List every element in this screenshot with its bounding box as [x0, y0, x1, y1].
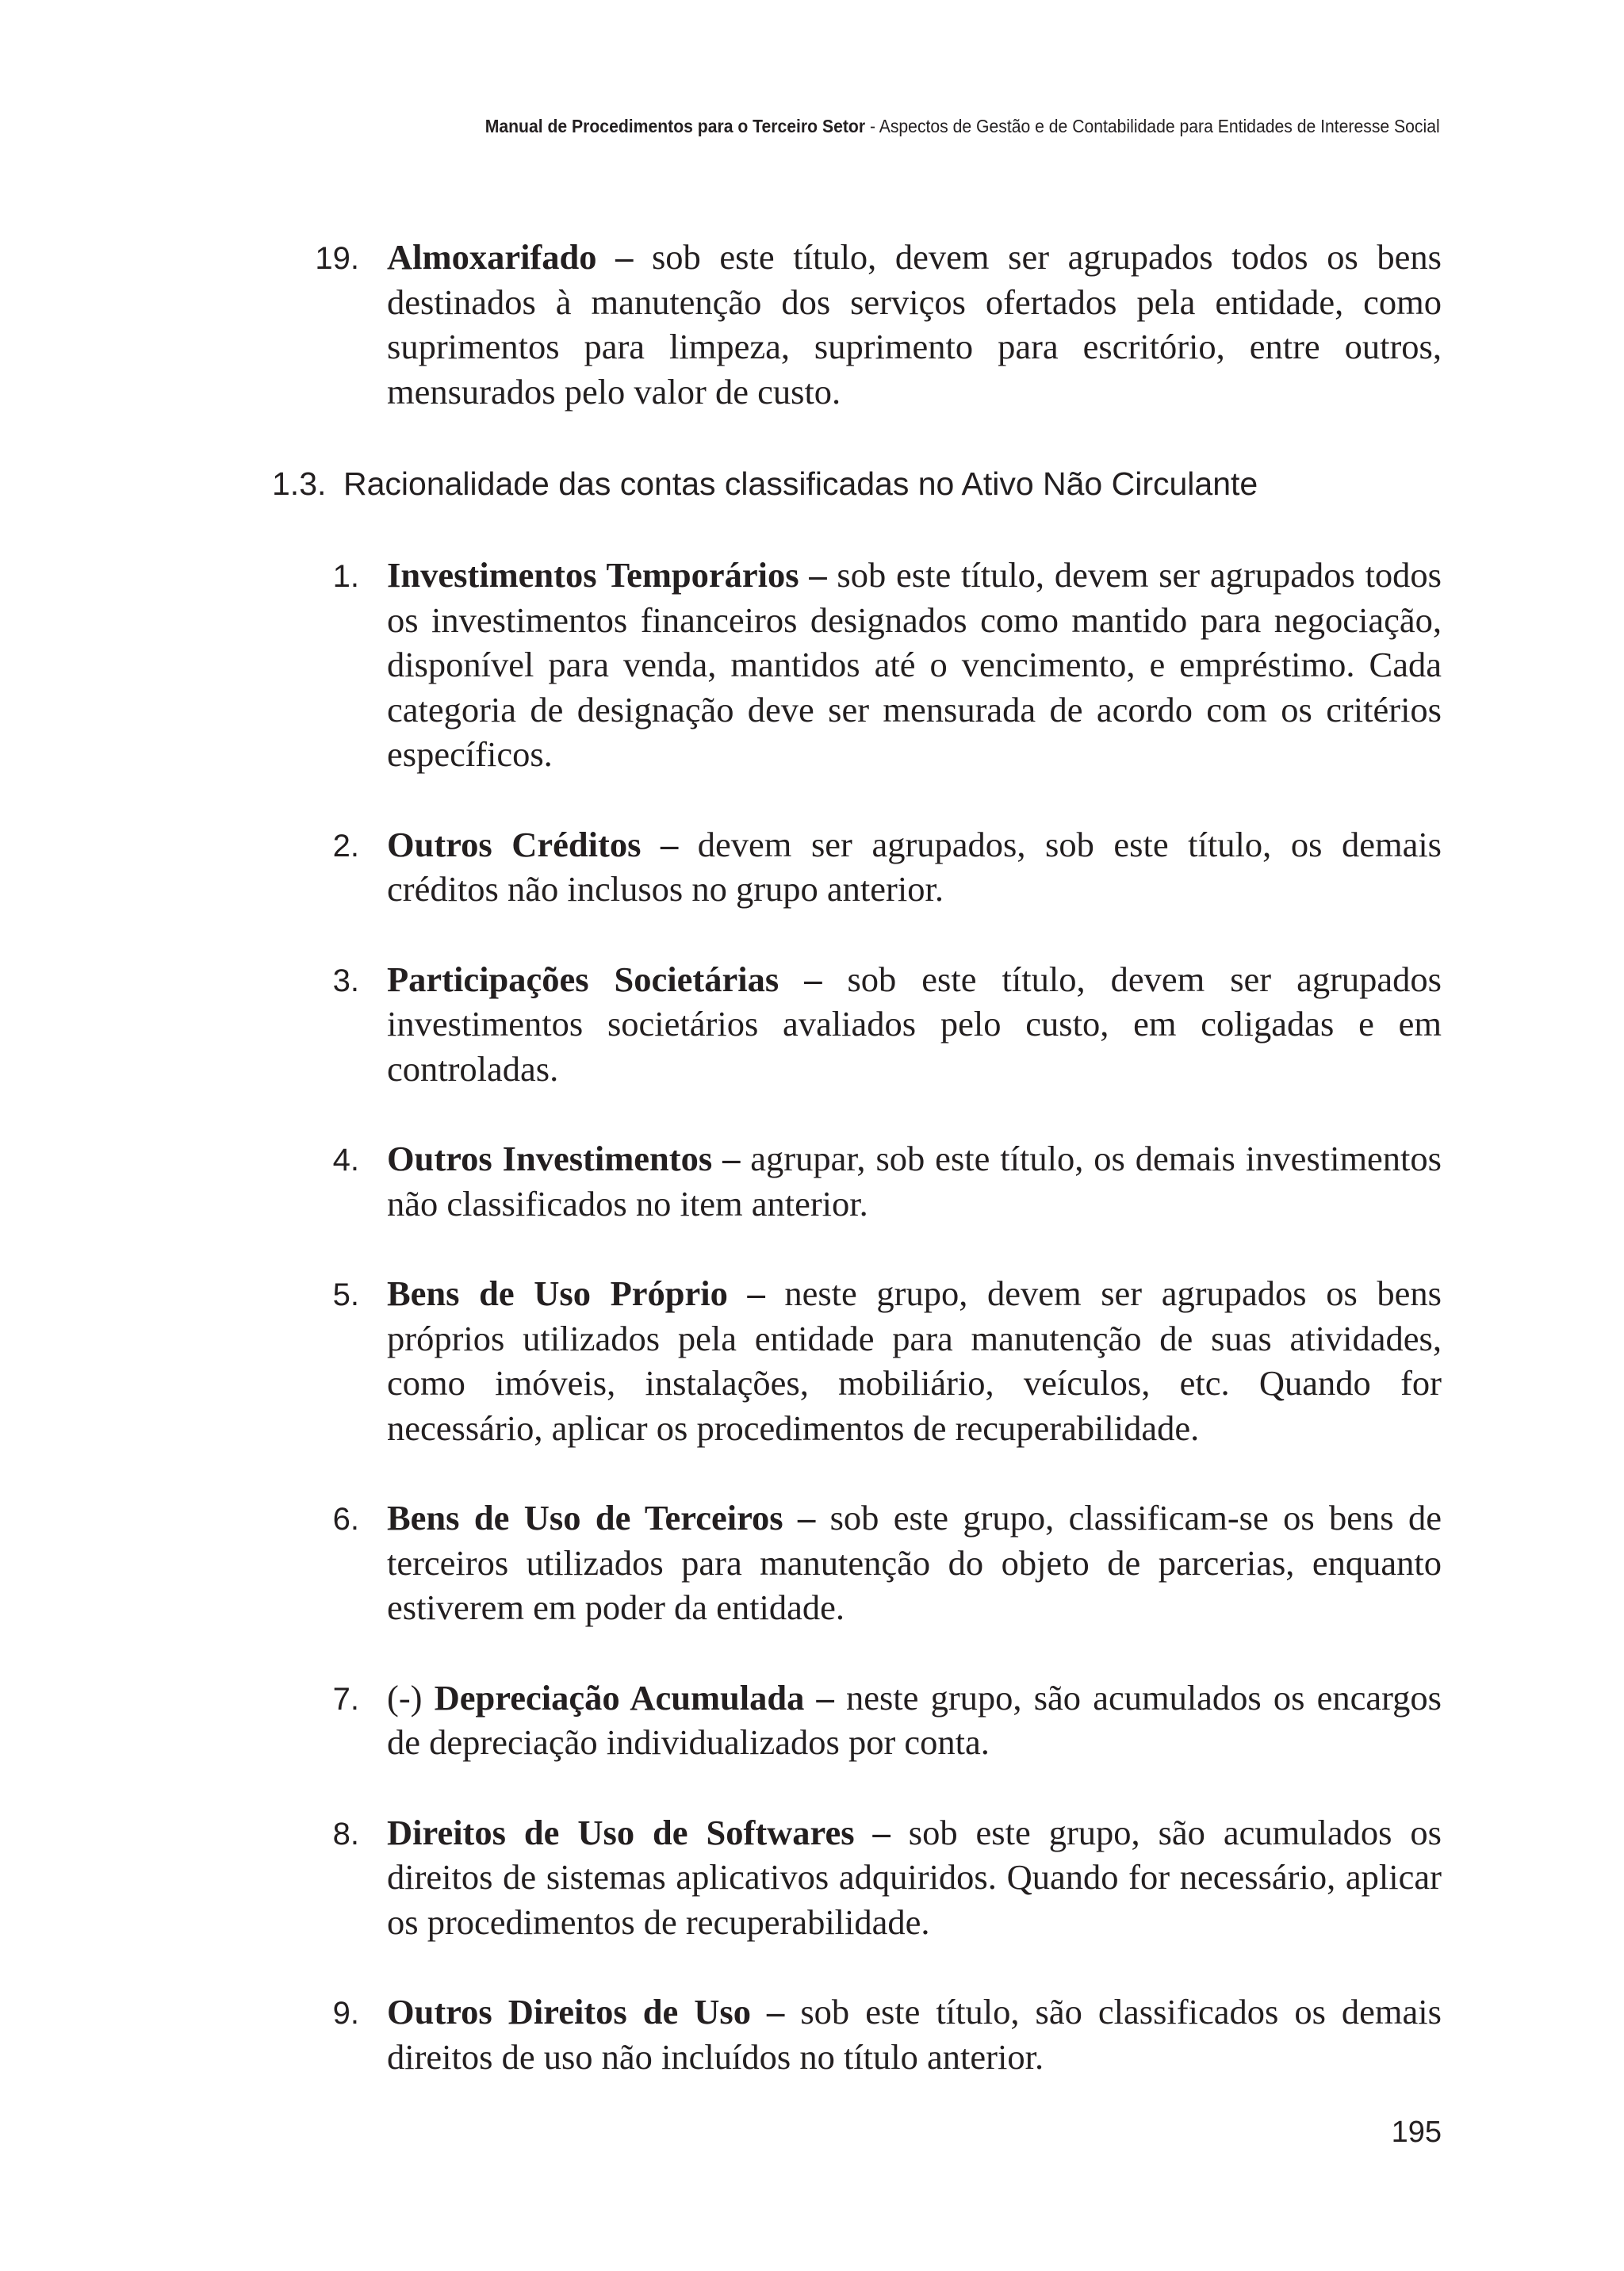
- list-item-7: [272, 1675, 1442, 1765]
- item-text: sob este título, devem ser agrupados investimentos societários avaliados pelo custo, em coligadas e em controladas.: [387, 959, 1442, 1089]
- item-term: Outros Créditos –: [387, 824, 679, 864]
- item-text: neste grupo, devem ser agrupados os bens próprios utilizados pela entidade para manutenção de suas atividades, como imóveis, instalações, mobiliário, veículos, etc. Quando for necessário, aplicar os procedimentos de recuperabilidade.: [387, 1273, 1442, 1448]
- list-item-4: [272, 1136, 1442, 1226]
- item-number: 3.: [332, 963, 359, 998]
- item-number: 9.: [332, 1996, 359, 2031]
- item-term: Bens de Uso Próprio –: [387, 1273, 765, 1313]
- item-number: 4.: [332, 1143, 359, 1178]
- section-heading: [272, 460, 1442, 507]
- item-number: 2.: [332, 828, 359, 864]
- item-text: devem ser agrupados, sob este título, os demais créditos não inclusos no grupo anterior.: [387, 824, 1442, 909]
- list-item-8: [272, 1810, 1442, 1945]
- item-number: 6.: [332, 1502, 359, 1537]
- item-text: neste grupo, são acumulados os encargos de depreciação individualizados por conta.: [387, 1677, 1442, 1762]
- list-item-6: [272, 1495, 1442, 1630]
- item-text: sob este grupo, são acumulados os direitos de sistemas aplicativos adquiridos. Quando for necessário, aplicar os procedimentos de recuperabilidade.: [387, 1812, 1442, 1942]
- page-content: [272, 235, 1442, 2079]
- item-prefix: (-): [387, 1677, 435, 1718]
- item-text: sob este título, são classificados os demais direitos de uso não incluídos no título anterior.: [387, 1992, 1442, 2077]
- item-text: sob este título, devem ser agrupados todos os bens destinados à manutenção dos serviços ofertados pela entidade, como suprimentos para limpeza, suprimento para escritório, entre outros, mensurados pelo valor de custo.: [387, 237, 1442, 412]
- list-item-9: [272, 1990, 1442, 2079]
- item-text: agrupar, sob este título, os demais investimentos não classificados no item anterior.: [387, 1139, 1442, 1224]
- list-item-5: [272, 1271, 1442, 1450]
- list-item-1: [272, 553, 1442, 777]
- section-number: 1.3.: [272, 465, 327, 502]
- item-term: Bens de Uso de Terceiros –: [387, 1498, 816, 1538]
- list-item-3: [272, 957, 1442, 1092]
- running-header: [485, 116, 1440, 137]
- page-number: 195: [1391, 2116, 1442, 2149]
- item-number: 19.: [315, 241, 359, 276]
- item-term: Outros Direitos de Uso –: [387, 1992, 785, 2032]
- item-term: Almoxarifado –: [387, 237, 634, 277]
- item-text: sob este grupo, classificam-se os bens de terceiros utilizados para manutenção do objeto de parcerias, enquanto estiverem em poder da entidade.: [387, 1498, 1442, 1627]
- item-number: 1.: [332, 559, 359, 594]
- item-number: 5.: [332, 1277, 359, 1312]
- header-title-bold: Manual de Procedimentos para o Terceiro Setor: [485, 116, 866, 136]
- item-text: sob este título, devem ser agrupados todos os investimentos financeiros designados como mantido para negociação, disponível para venda, mantidos até o vencimento, e empréstimo. Cada categoria de designação deve ser mensurada de acordo com os critérios específicos.: [387, 555, 1442, 774]
- list-item-2: [272, 822, 1442, 912]
- item-term: Participações Societárias –: [387, 959, 822, 999]
- item-term: Depreciação Acumulada –: [434, 1677, 834, 1718]
- item-number: 8.: [332, 1816, 359, 1852]
- item-number: 7.: [332, 1681, 359, 1717]
- item-term: Direitos de Uso de Softwares –: [387, 1812, 891, 1852]
- item-term: Investimentos Temporários –: [387, 555, 827, 595]
- section-title: Racionalidade das contas classificadas no Ativo Não Circulante: [343, 465, 1258, 502]
- list-item-19: [272, 235, 1442, 414]
- item-term: Outros Investimentos –: [387, 1139, 741, 1178]
- header-title-rest: - Aspectos de Gestão e de Contabilidade para Entidades de Interesse Social: [865, 116, 1440, 136]
